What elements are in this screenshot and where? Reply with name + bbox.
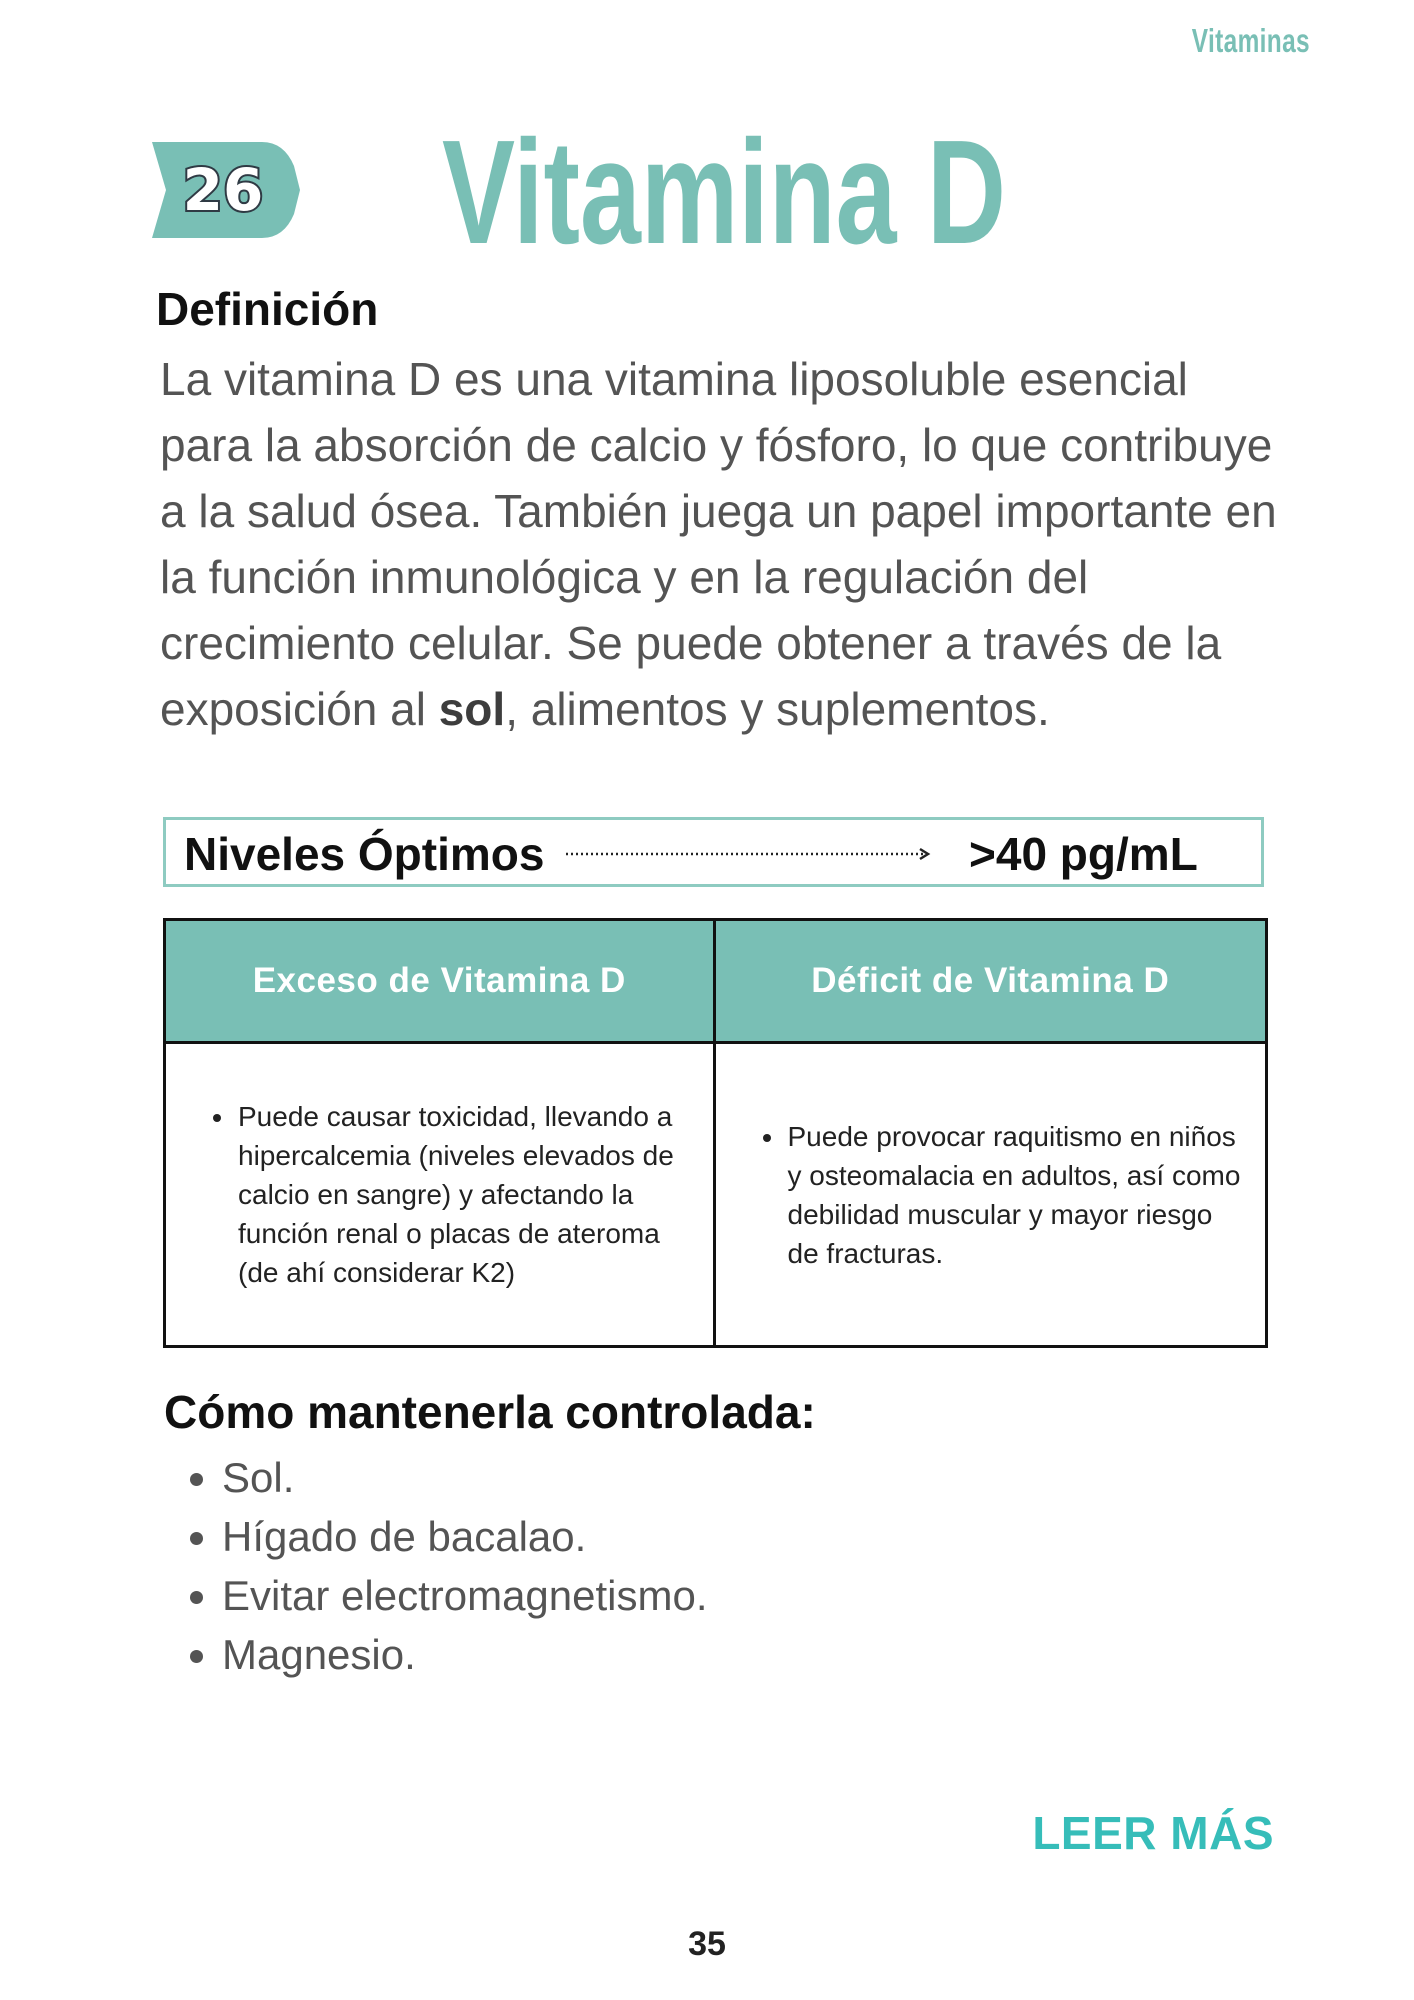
optimal-levels-value: >40 pg/mL — [969, 828, 1198, 880]
chapter-badge — [152, 142, 300, 238]
effects-table — [163, 918, 1268, 1348]
excess-cell — [166, 1044, 716, 1345]
chapter-number: 26 — [182, 156, 264, 224]
excess-list — [202, 1097, 695, 1292]
page-number: 35 — [688, 1925, 726, 1963]
read-more-link[interactable]: LEER MÁS — [1032, 1807, 1274, 1859]
definition-text-end: , alimentos y suplementos. — [505, 683, 1050, 735]
definition-heading: Definición — [156, 283, 379, 335]
dotted-arrow-icon — [564, 846, 936, 862]
excess-header: Exceso de Vitamina D — [166, 921, 716, 1044]
deficit-header: Déficit de Vitamina D — [716, 921, 1266, 1044]
control-list — [182, 1448, 708, 1684]
excess-item: • Puede causar toxicidad, llevando a hipercalcemia (niveles elevados de calcio en sangre) y afectando la función renal o placas de ateroma (de ahí considerar K2) — [236, 1097, 695, 1292]
deficit-item: • Puede provocar raquitismo en niños y osteomalacia en adultos, así como debilidad muscular y mayor riesgo de fracturas. — [786, 1117, 1248, 1273]
list-item: • Sol. — [222, 1448, 708, 1507]
optimal-levels-box — [163, 817, 1264, 887]
section-label: Vitaminas — [1191, 22, 1310, 59]
deficit-list — [752, 1117, 1248, 1273]
page-title: Vitamina D — [442, 110, 1007, 275]
list-item: • Evitar electromagnetismo. — [222, 1566, 708, 1625]
list-item: • Magnesio. — [222, 1625, 708, 1684]
deficit-cell — [716, 1044, 1266, 1345]
control-heading: Cómo mantenerla controlada: — [164, 1386, 816, 1438]
definition-text-start: La vitamina D es una vitamina liposoluble esencial para la absorción de calcio y fósforo, lo que contribuye a la salud ósea. También juega un papel importante en la función inmunológica y en la regulación del crecimiento celular. Se puede obtener a través de la exposición al — [160, 353, 1277, 735]
optimal-levels-label: Niveles Óptimos — [184, 828, 545, 880]
definition-text-bold: sol — [438, 683, 506, 735]
list-item: • Hígado de bacalao. — [222, 1507, 708, 1566]
definition-text — [160, 346, 1280, 742]
